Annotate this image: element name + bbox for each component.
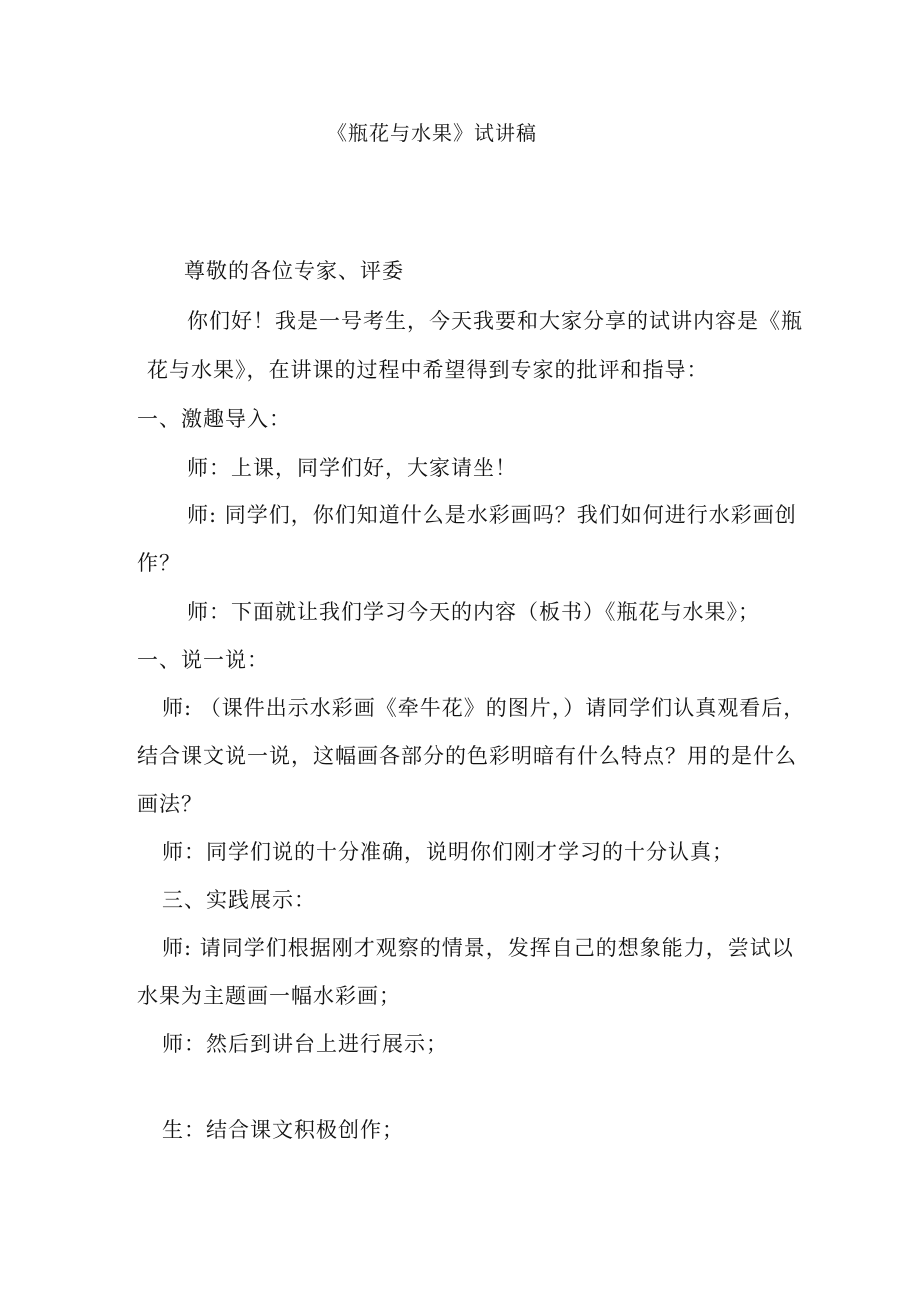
paragraph-line: 结合课文说一说，这幅画各部分的色彩明暗有什么特点？用的是什么 — [137, 744, 797, 768]
paragraph-line: 师: 请同学们根据刚才观察的情景，发挥自己的想象能力，尝试以 — [162, 936, 794, 960]
paragraph-line: 画法？ — [137, 792, 203, 816]
paragraph-line: 师：上课，同学们好，大家请坐！ — [187, 456, 517, 480]
greeting-line: 尊敬的各位专家、评委 — [184, 259, 404, 283]
paragraph-line: 师：同学们说的十分准确，说明你们刚才学习的十分认真； — [162, 840, 734, 864]
paragraph-line: 作？ — [137, 551, 181, 575]
section-heading-1: 一、激趣导入： — [137, 407, 291, 431]
page-title: 《瓶花与水果》试讲稿 — [327, 121, 537, 145]
paragraph-line: 师：然后到讲台上进行展示； — [162, 1032, 448, 1056]
paragraph-line: 师：下面就让我们学习今天的内容（板书）《瓶花与水果》； — [187, 600, 760, 624]
intro-line-2: 花与水果》，在讲课的过程中希望得到专家的批评和指导： — [147, 358, 709, 382]
paragraph-line: 师: 同学们，你们知道什么是水彩画吗？我们如何进行水彩画创 — [187, 503, 797, 527]
paragraph-line: 水果为主题画一幅水彩画； — [137, 984, 401, 1008]
section-heading-3: 三、实践展示： — [162, 888, 316, 912]
intro-line-1: 你们好！我是一号考生，今天我要和大家分享的试讲内容是《瓶 — [187, 309, 803, 333]
paragraph-line: 生：结合课文积极创作； — [162, 1118, 404, 1142]
paragraph-line: 师: （课件出示水彩画《牵牛花》的图片，）请同学们认真观看后， — [162, 696, 806, 720]
section-heading-2: 一、说一说： — [137, 648, 269, 672]
